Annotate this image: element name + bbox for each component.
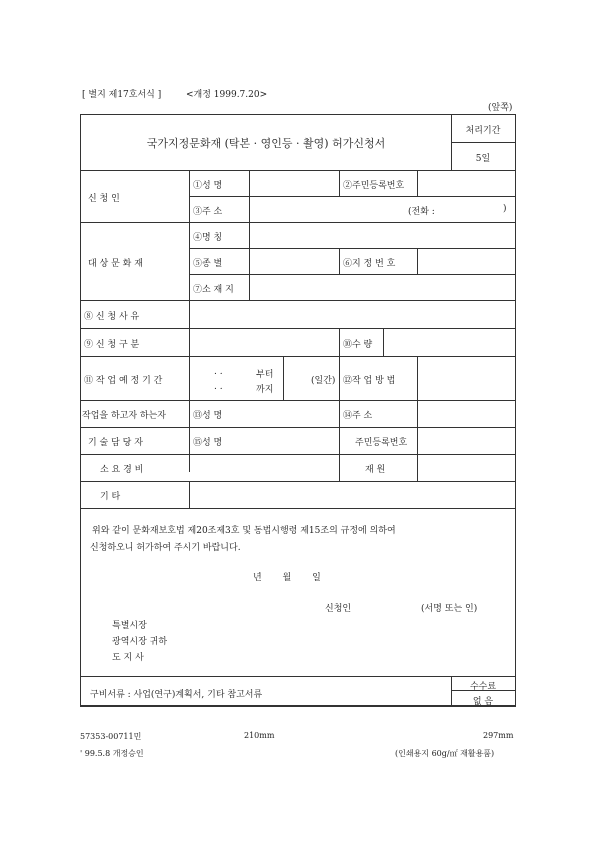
applicant-address-label: ③주 소 — [193, 207, 223, 217]
etc-label: 기 타 — [100, 492, 121, 502]
fee-value: 없 음 — [472, 697, 494, 707]
applicant-phone-label: (전화 : — [408, 207, 435, 217]
technician-id-label: 주민등록번호 — [355, 438, 408, 448]
date-line: 년 월 일 — [253, 573, 321, 583]
request-statement-line1: 위와 같이 문화재보호법 제20조제3호 및 동법시행령 제15조의 규정에 의하여 — [92, 526, 396, 536]
schedule-label: ⑪ 작 업 예 정 기 간 — [84, 376, 163, 386]
work-method-label: ⑫작 업 방 법 — [343, 376, 396, 386]
schedule-from-dots: . . — [214, 367, 223, 377]
paper-height: 297mm — [483, 731, 514, 740]
schedule-to: 까지 — [256, 385, 274, 395]
paper-note: (인쇄용지 60g/㎡ 재활용품) — [395, 749, 495, 758]
fee-label: 수수료 — [469, 682, 497, 692]
applicant-name-label: ①성 명 — [193, 181, 223, 191]
worker-label: 작업을 하고자 하는자 — [82, 411, 166, 421]
heritage-designation-label: ⑥지 정 번 호 — [343, 259, 396, 269]
schedule-from: 부터 — [256, 370, 274, 380]
processing-period-value: 5일 — [475, 154, 491, 164]
applicant-section-label: 신 청 인 — [88, 194, 120, 204]
worker-address-label: ⑭주 소 — [343, 411, 373, 421]
required-documents: 구비서류 : 사업(연구)계획서, 기타 참고서류 — [90, 690, 263, 700]
applicant-phone-close: ) — [503, 204, 507, 214]
worker-name-label: ⑬성 명 — [193, 411, 223, 421]
form-code: 57353-00711민 — [80, 732, 142, 741]
reason-label: ⑧ 신 청 사 유 — [84, 312, 140, 322]
technician-name-label: ⑮성 명 — [193, 438, 223, 448]
schedule-to-dots: . . — [214, 382, 223, 392]
schedule-days: (일간) — [311, 376, 336, 386]
processing-period-label: 처리기간 — [465, 126, 501, 136]
recipient-line2: 광역시장 귀하 — [112, 637, 168, 647]
recipient-line1: 특별시장 — [112, 621, 147, 631]
quantity-label: ⑩수 량 — [343, 340, 373, 350]
form-title: 국가지정문화재 (탁본 · 영인등 · 촬영) 허가신청서 — [146, 137, 386, 150]
front-side-mark: (앞쪽) — [488, 103, 513, 113]
signature-note: (서명 또는 인) — [421, 604, 478, 614]
recipient-line3: 도 지 사 — [112, 653, 144, 663]
heritage-location-label: ⑦소 재 지 — [193, 285, 234, 295]
funding-source-label: 재 원 — [365, 465, 386, 475]
technician-label: 기 술 담 당 자 — [88, 438, 143, 448]
category-label: ⑨ 신 청 구 분 — [84, 340, 140, 350]
form-number: [ 별지 제17호서식 ] — [82, 90, 162, 100]
heritage-section-label: 대 상 문 화 재 — [88, 259, 143, 269]
heritage-name-label: ④명 칭 — [193, 233, 223, 243]
revision-date: <개정 1999.7.20> — [186, 90, 268, 100]
applicant-signature-label: 신청인 — [325, 604, 352, 614]
paper-width: 210mm — [244, 731, 275, 740]
approval-note: ' 99.5.8 개정승인 — [80, 749, 144, 758]
request-statement-line2: 신청하오니 허가하여 주시기 바랍니다. — [90, 543, 241, 553]
cost-label: 소 요 경 비 — [100, 465, 144, 475]
heritage-type-label: ⑤종 별 — [193, 259, 223, 269]
applicant-id-label: ②주민등록번호 — [343, 181, 405, 191]
